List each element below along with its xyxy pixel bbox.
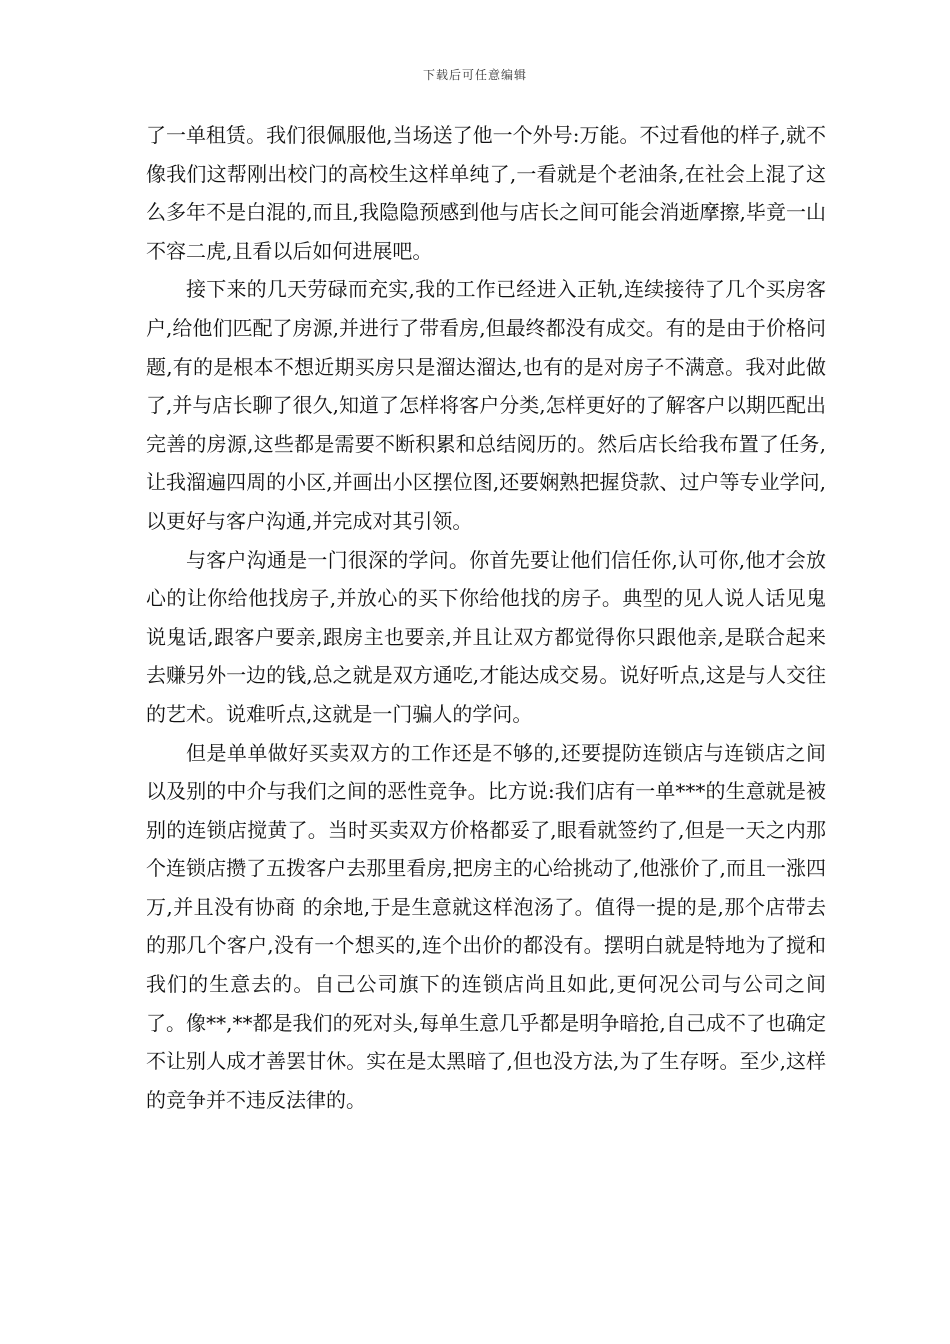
paragraph-4: 但是单单做好买卖双方的工作还是不够的,还要提防连锁店与连锁店之间以及别的中介与我们之间的恶性竞争。比方说:我们店有一单***的生意就是被别的连锁店搅黄了。当时买卖双方价格都妥了,眼看就签约了,但是一天之内那个连锁店攒了五拨客户去那里看房,把房主的心给挑动了,他涨价了,而且一涨四万,并且没有协商 的余地,于是生意就这样泡汤了。值得一提的是,那个店带去的那几个客户,没有一个想买的,连个出价的都没有。摆明白就是特地为了搅和我们的生意去的。自己公司旗下的连锁店尚且如此,更何况公司与公司之间了。像**,**都是我们的死对头,每单生意几乎都是明争暗抢,自己成不了也确定不让别人成才善罢甘休。实在是太黑暗了,但也没方法,为了生存呀。至少,这样的竞争并不违反法律的。	[146, 740, 826, 1112]
paragraph-1: 了一单租赁。我们很佩服他,当场送了他一个外号:万能。不过看他的样子,就不像我们这帮刚出校门的高校生这样单纯了,一看就是个老油条,在社会上混了这么多年不是白混的,而且,我隐隐预感到他与店长之间可能会消逝摩擦,毕竟一山不容二虎,且看以后如何进展吧。	[146, 123, 826, 263]
paragraph-3: 与客户沟通是一门很深的学问。你首先要让他们信任你,认可你,他才会放心的让你给他找房子,并放心的买下你给他找的房子。典型的见人说人话见鬼说鬼话,跟客户要亲,跟房主也要亲,并且让双方都觉得你只跟他亲,是联合起来去赚另外一边的钱,总之就是双方通吃,才能达成交易。说好听点,这是与人交往的艺术。说难听点,这就是一门骗人的学问。	[146, 547, 826, 726]
document-body	[146, 116, 826, 1119]
header-note: 下载后可任意编辑	[422, 68, 527, 82]
paragraph-2: 接下来的几天劳碌而充实,我的工作已经进入正轨,连续接待了几个买房客户,给他们匹配了房源,并进行了带看房,但最终都没有成交。有的是由于价格问题,有的是根本不想近期买房只是溜达溜达,也有的是对房子不满意。我对此做了,并与店长聊了很久,知道了怎样将客户分类,怎样更好的了解客户以期匹配出完善的房源,这些都是需要不断积累和总结阅历的。然后店长给我布置了任务,让我溜遍四周的小区,并画出小区摆位图,还要娴熟把握贷款、过户等专业学问,以更好与客户沟通,并完成对其引领。	[146, 277, 826, 533]
